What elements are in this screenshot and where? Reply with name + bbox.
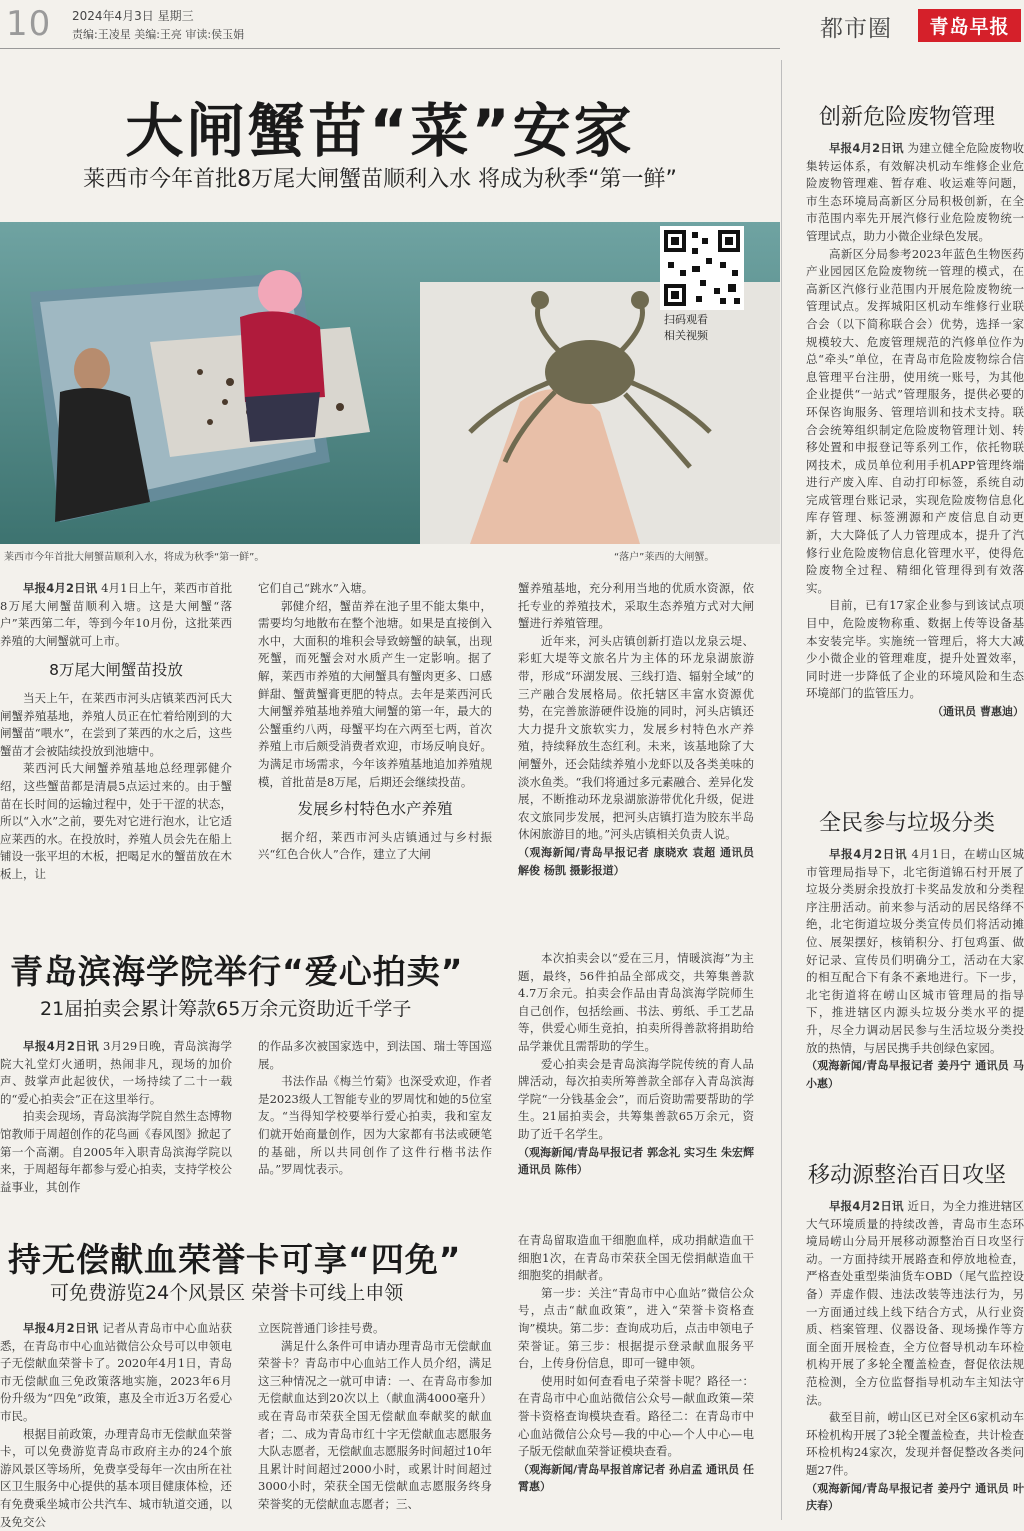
paragraph: 本次拍卖会以“爱在三月，情暖滨海”为主题，最终，56件拍品全部成交，共筹集善款4.7万余元。拍卖会作品由青岛滨海学院师生自己创作，包括绘画、书法、剪纸、手工艺品等，供爱心师生竞拍，拍卖所得善款将捐助给品学兼优且需帮助的学生。	[518, 951, 754, 1053]
auction-column-1	[0, 1038, 232, 1200]
dateline: 早报4月2日讯	[23, 1039, 99, 1053]
garbage-headline: 全民参与垃圾分类	[818, 811, 995, 836]
qr-caption-line1: 扫码观看	[664, 313, 708, 326]
paragraph: 4月1日上午，莱西市首批8万尾大闸蟹苗顺利入塘。这是大闸蟹“落户”莱西第二年，等到今年10月份，这批莱西养殖的大闸蟹就可上市。	[0, 581, 232, 648]
paragraph: 拍卖会现场，青岛滨海学院自然生态博物馆教师于周超创作的花鸟画《春风图》掀起了第一个高潮。自2005年入职青岛滨海学院以来，于周超每年都参与爱心拍卖，支持学校公益事业，其创作	[0, 1109, 232, 1194]
main-article-column-3	[518, 580, 754, 916]
main-subheadline: 莱西市今年首批8万尾大闸蟹苗顺利入水 将成为秋季“第一鲜”	[83, 167, 677, 192]
logo-text: 青岛早报	[929, 16, 1010, 38]
dateline: 早报4月2日讯	[829, 1199, 904, 1213]
byline: （观海新闻/青岛早报记者 康晓欢 袁超 通讯员 解俊 杨凯 摄影报道）	[518, 845, 754, 877]
qr-code-icon[interactable]	[660, 226, 744, 310]
issue-date: 2024年4月3日 星期三	[72, 9, 194, 23]
paragraph: 莱西河氏大闸蟹养殖基地总经理郭健介绍，这些蟹苗都是清晨5点运过来的。由于蟹苗在长时间的运输过程中，处于干涩的状态，所以“入水”之前，要先对它进行泡水，让它适应莱西的水。在投放时，养殖人员会先在船上铺设一张平坦的木板，把喝足水的蟹苗放在木板上，让	[0, 761, 232, 881]
paragraph: 为建立健全危险废物收集转运体系，有效解决机动车维修企业危险废物管理难、暂存难、收运难等问题，市生态环境局高新区分局积极创新，在全市范围内率先开展汽修行业危险废物统一管理试点，助力小微企业绿色发展。	[806, 141, 1024, 243]
qr-caption	[664, 312, 708, 344]
auction-subheadline: 21届拍卖会累计筹款65万余元资助近千学子	[40, 998, 412, 1020]
paragraph: 第一步：关注“青岛市中心血站”微信公众号，点击“献血政策”，进入“荣誉卡资格查询”模块。第二步：查询成功后，点击申领电子荣誉证。第三步：根据提示登录献血服务平台，上传身份信息，即可一键申领。	[518, 1285, 754, 1371]
paragraph: 立医院普通门诊挂号费。	[258, 1321, 385, 1335]
dateline: 早报4月2日讯	[23, 1321, 99, 1335]
blood-column-2	[258, 1320, 492, 1531]
main-article-column-2	[258, 580, 492, 916]
paragraph: 郭健介绍，蟹苗养在池子里不能太集中，需要均匀地散布在整个池塘。如果是直接倒入水中，大面积的堆积会导致螃蟹的缺氧，出现死蟹，而死蟹会对水质产生一定影响。据了解，莱西市养殖的大闸蟹具有蟹肉更多、口感鲜甜、蟹黄蟹膏更肥的特点。去年是莱西河氏大闸蟹养殖基地养殖大闸蟹的第一年，最大的公蟹重约八两，母蟹平均在六两至七两，首次养殖上市后颇受消费者欢迎，市场反响良好。为满足市场需求，今年该养殖基地追加养殖规模，首批苗是8万尾，后期还会继续投苗。	[258, 598, 492, 789]
paragraph: 的作品多次被国家选中，到法国、瑞士等国巡展。	[258, 1039, 492, 1071]
editorial-staff: 责编:王凌星 美编:王亮 审读:侯玉娟	[72, 28, 245, 41]
paragraph: 4月1日，在崂山区城市管理局指导下，北宅街道锦石村开展了垃圾分类厨余投放打卡奖品发放和分类程序注册活动。前来参与活动的居民络绎不绝，北宅街道垃圾分类宣传员们将活动摊位、展架摆好，核销积分、打包鸡蛋、做好记录、宣传员们明确分工，活动在大家的相互配合下有条不紊地进行。下一步，北宅街道将在崂山区城市管理局的指导下，推进辖区内源头垃圾分类水平的提升，尽全力调动居民参与生活垃圾分类投放的热情，与居民携手共创绿色家园。	[806, 847, 1024, 1055]
paragraph: 书法作品《梅兰竹菊》也深受欢迎，作者是2023级人工智能专业的罗周忱和她的5位室友。“当得知学校要举行爱心拍卖，我和室友们就开始商量创作，因为大家都有书法或硬笔的基础，所以共同创作了这件行楷书法作品。”罗周忱表示。	[258, 1074, 492, 1177]
byline: （观海新闻/青岛早报记者 姜丹宁 通讯员 马小惠）	[806, 1059, 1024, 1090]
main-photo	[0, 222, 780, 544]
hazard-article	[806, 140, 1024, 780]
byline: （观海新闻/青岛早报记者 郭念礼 实习生 朱宏辉 通讯员 陈伟）	[518, 1145, 754, 1177]
photo-caption-left: 莱西市今年首批大闸蟹苗顺利入水，将成为秋季“第一鲜”。	[4, 552, 265, 563]
byline: （观海新闻/青岛早报首席记者 孙启孟 通讯员 任霄惠）	[518, 1462, 754, 1494]
paragraph: 近年来，河头店镇创新打造以龙泉云堤、彩虹大堤等文旅名片为主体的环龙泉湖旅游带，形成“环湖发展、三线打造、辐射全域”的三产融合发展格局。依托辖区丰富水资源优势，在完善旅游硬件设施的同时，河头店镇还大力提升文旅软实力，发展乡村特色水产养殖，持续释放生态红利。未来，该基地除了大闸蟹外，还会陆续养殖小龙虾以及各类美味的淡水鱼类。“我们将通过多元素融合、差异化发展，不断推动环龙泉湖旅游带优化升级，促进农文旅同步发展，把河头店镇打造为胶东半岛休闲旅游目的地。”河头店镇相关负责人说。	[518, 633, 754, 842]
paragraph: 目前，已有17家企业参与到该试点项目中，危险废物称重、数据上传等设备基本安装完毕。实施统一管理后，将大大减少小微企业的管理难度，提升处置效率，同时进一步降低了企业的环境风险和生态环境部门的监管压力。	[806, 598, 1024, 701]
paragraph: 爱心拍卖会是青岛滨海学院传统的育人品牌活动，每次拍卖所筹善款全部存入青岛滨海学院“一分钱基金会”，而后资助需要帮助的学生。21届拍卖会，共筹集善款65万余元，资助了近千名学生。	[518, 1056, 754, 1141]
blood-column-1	[0, 1320, 232, 1531]
section-subhead: 发展乡村特色水产养殖	[297, 800, 453, 819]
blood-headline: 持无偿献血荣誉卡可享“四免”	[8, 1240, 462, 1279]
main-headline: 大闸蟹苗“菜”安家	[125, 97, 635, 165]
crab-photo-illustration	[0, 222, 780, 544]
photo-caption-right: “落户”莱西的大闸蟹。	[614, 552, 715, 563]
section-name: 都市圈	[820, 16, 892, 42]
garbage-article	[806, 846, 1024, 1136]
auction-headline: 青岛滨海学院举行“爱心拍卖”	[10, 952, 464, 991]
paragraph: 高新区分局参考2023年蓝色生物医药产业园园区危险废物统一管理的模式，在高新区汽修行业范围内开展危险废物统一管理试点。发挥城阳区机动车维修行业联合会（以下简称联合会）优势，选择一家规模较大、危废管理规范的汽修单位作为总“牵头”单位，在青岛市危险废物综合信息管理平台注册，使用统一账号，为其他企业提供“一站式”管理服务，提供必要的环保咨询服务、管理培训和技术支持。联合会统筹组织制定危险废物管理计划、转移处置和申报登记等系列工作，依托物联网技术，成员单位利用手机APP管理终端进行产废入库、自动打印标签，系统自动完成管理台账记录，实现危险废物信息化库存管理、标签溯源和产废信息自动更新，大大降低了人力管理成本，提升了汽修行业危险废物信息化管理水平，使得危险废物全过程、精细化管理得到有效落实。	[806, 246, 1024, 595]
newspaper-logo	[918, 9, 1021, 42]
byline: （观海新闻/青岛早报记者 姜丹宁 通讯员 叶庆春）	[806, 1481, 1024, 1513]
section-subhead: 8万尾大闸蟹苗投放	[49, 661, 183, 680]
blood-column-3	[518, 1232, 754, 1531]
auction-column-2	[258, 1038, 492, 1200]
byline: （通讯员 曹惠迪）	[932, 705, 1024, 718]
qr-caption-line2: 相关视频	[664, 329, 708, 342]
dateline: 早报4月2日讯	[829, 847, 908, 861]
paragraph: 在青岛留取造血干细胞血样，成功捐献造血干细胞1次，在青岛市荣获全国无偿捐献造血干细胞奖的捐献者。	[518, 1233, 754, 1283]
mobile-source-headline: 移动源整治百日攻坚	[807, 1163, 1006, 1188]
auction-column-3	[518, 950, 754, 1200]
paragraph: 使用时如何查看电子荣誉卡呢？路径一：在青岛市中心血站微信公众号—献血政策—荣誉卡资格查询模块查看。路径二：在青岛市中心血站微信公众号—我的中心—个人中心—电子版无偿献血荣誉证模块查看。	[518, 1373, 754, 1459]
paragraph: 3月29日晚，青岛滨海学院大礼堂灯火通明，热闹非凡，现场的加价声、鼓掌声此起彼伏，一场持续了二十一载的“爱心拍卖会”正在这里举行。	[0, 1039, 232, 1106]
dateline: 早报4月2日讯	[23, 581, 98, 595]
page-number: 10	[6, 4, 52, 44]
paragraph: 它们自己“跳水”入塘。	[258, 581, 374, 595]
hazard-headline: 创新危险废物管理	[818, 105, 995, 130]
paragraph: 截至目前，崂山区已对全区6家机动车环检机构开展了3轮全覆盖检查，共计检查环检机构24家次，发现并督促整改各类问题27件。	[806, 1410, 1024, 1477]
paragraph: 满足什么条件可申请办理青岛市无偿献血荣誉卡？青岛市中心血站工作人员介绍，满足这三种情况之一就可申请：一、在青岛市参加无偿献血达到20次以上（献血满4000毫升）或在青岛市荣获全国无偿献血奉献奖的献血者；二、成为青岛市红十字无偿献血志愿服务大队志愿者，无偿献血志愿服务时间超过10年且累计时间超过2000小时，或累计时间超过3000小时，荣获全国无偿献血志愿服务终身荣誉奖的无偿献血志愿者；三、	[258, 1338, 492, 1511]
paragraph: 当天上午，在莱西市河头店镇莱西河氏大闸蟹养殖基地，养殖人员正在忙着给刚到的大闸蟹苗“喂水”，在尝到了莱西的水之后，这些蟹苗才会被陆续投放到池塘中。	[0, 690, 232, 758]
paragraph: 据介绍，莱西市河头店镇通过与乡村振兴“红色合伙人”合作，建立了大闸	[258, 829, 492, 862]
column-divider	[781, 60, 782, 1520]
paragraph: 根据目前政策，办理青岛市无偿献血荣誉卡，可以免费游览青岛市政府主办的24个旅游风景区等场所，免费享受每年一次由所在社区卫生服务中心提供的基本项目健康体检，还有免费乘坐城市公共汽车、城市轨道交通，以及免交公	[0, 1426, 232, 1529]
paragraph: 记者从青岛市中心血站获悉，在青岛市中心血站微信公众号可以申领电子无偿献血荣誉卡了。2020年4月1日，青岛市无偿献血三免政策落地实施，2023年6月份升级为“四免”政策，惠及全市近3万名爱心市民。	[0, 1321, 232, 1423]
paragraph: 蟹养殖基地，充分利用当地的优质水资源，依托专业的养殖技术，采取生态养殖方式对大闸蟹进行养殖管理。	[518, 581, 754, 631]
mobile-source-article	[806, 1198, 1024, 1531]
main-article-column-1	[0, 580, 232, 916]
blood-subheadline: 可免费游览24个风景区 荣誉卡可线上申领	[50, 1282, 404, 1304]
header-rule	[0, 48, 780, 49]
dateline: 早报4月2日讯	[829, 141, 904, 155]
paragraph: 近日，为全力推进辖区大气环境质量的持续改善，青岛市生态环境局崂山分局开展移动源整治百日攻坚行动。一方面持续开展路查和停放地检查，严格查处重型柴油货车OBD（尾气监控设备）弄虚作假、违法改装等违法行为，另一方面通过线上线下结合方式，从行业资质、档案管理、仪器设备、现场操作等方面全面开展检查，全方位督导机动车环检机构开展了多轮全覆盖检查，督促依法规范检测，全方位监督指导机动车主知法守法。	[806, 1199, 1024, 1407]
